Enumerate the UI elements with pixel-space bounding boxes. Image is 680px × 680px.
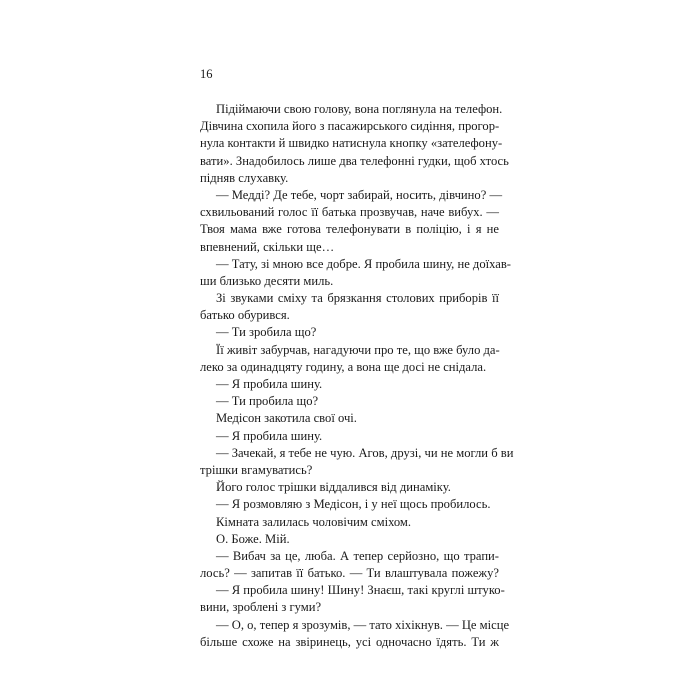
text-line: підняв слухавку.	[200, 170, 289, 185]
text-line: Його голос трішки віддалився від динаміку.	[216, 480, 451, 495]
text-line: Її живіт забурчав, нагадуючи про те, що вже було да-	[216, 342, 500, 357]
text-line: вини, зроблені з гуми?	[200, 600, 322, 615]
text-line: — О, о, тепер я зрозумів, — тато хіхікнув. — Це місце	[216, 617, 510, 632]
text-line: — Тату, зі мною все добре. Я пробила шину, не доїхав-	[216, 256, 511, 271]
text-line: Зі звуками сміху та брязкання столових приборів її	[216, 291, 499, 306]
text-line: Медісон закотила свої очі.	[216, 411, 357, 426]
text-line: більше схоже на звіринець, усі одночасно їдять. Ти ж	[200, 634, 499, 649]
text-line: впевнений, скільки ще…	[200, 239, 335, 254]
text-line: — Я розмовляю з Медісон, і у неї щось пробилось.	[216, 497, 491, 512]
text-line: трішки вгамуватись?	[200, 462, 313, 477]
text-line: лось? — запитав її батько. — Ти влаштувала пожежу?	[200, 566, 499, 581]
text-line: схвильований голос її батька прозвучав, наче вибух. —	[200, 205, 499, 220]
text-line: — Ти пробила що?	[216, 394, 319, 409]
text-line: Твоя мама вже готова телефонувати в поліцію, і я не	[200, 222, 499, 237]
text-line: нула контакти й швидко натиснула кнопку «зателефону-	[200, 136, 503, 151]
page-number: 16	[200, 67, 213, 81]
body-text	[200, 101, 514, 651]
text-line: леко за одинадцяту годину, а вона ще досі не снідала.	[200, 359, 487, 374]
text-line: — Я пробила шину.	[216, 428, 323, 443]
text-line: Кімната залилась чоловічим сміхом.	[216, 514, 412, 529]
text-line: батько обурився.	[200, 308, 290, 323]
text-line: — Я пробила шину.	[216, 377, 323, 391]
text-line: — Зачекай, я тебе не чую. Агов, друзі, чи не могли б ви	[216, 445, 514, 460]
text-line: — Ти зробила що?	[216, 325, 317, 340]
text-line: — Вибач за це, люба. А тепер серйозно, що трапи-	[216, 548, 499, 563]
text-line: Підіймаючи свою голову, вона поглянула на телефон.	[216, 102, 503, 116]
text-line: вати». Знадобилось лише два телефонні гудки, щоб хтось	[200, 153, 509, 168]
text-line: О. Боже. Мій.	[216, 531, 290, 546]
text-line: ши близько десяти миль.	[200, 273, 334, 288]
text-line: — Медді? Де тебе, чорт забирай, носить, дівчино? —	[216, 187, 503, 202]
text-line: — Я пробила шину! Шину! Знаєш, такі круглі штуко-	[216, 583, 505, 598]
text-line: Дівчина схопила його з пасажирського сидіння, прогор-	[200, 119, 500, 134]
